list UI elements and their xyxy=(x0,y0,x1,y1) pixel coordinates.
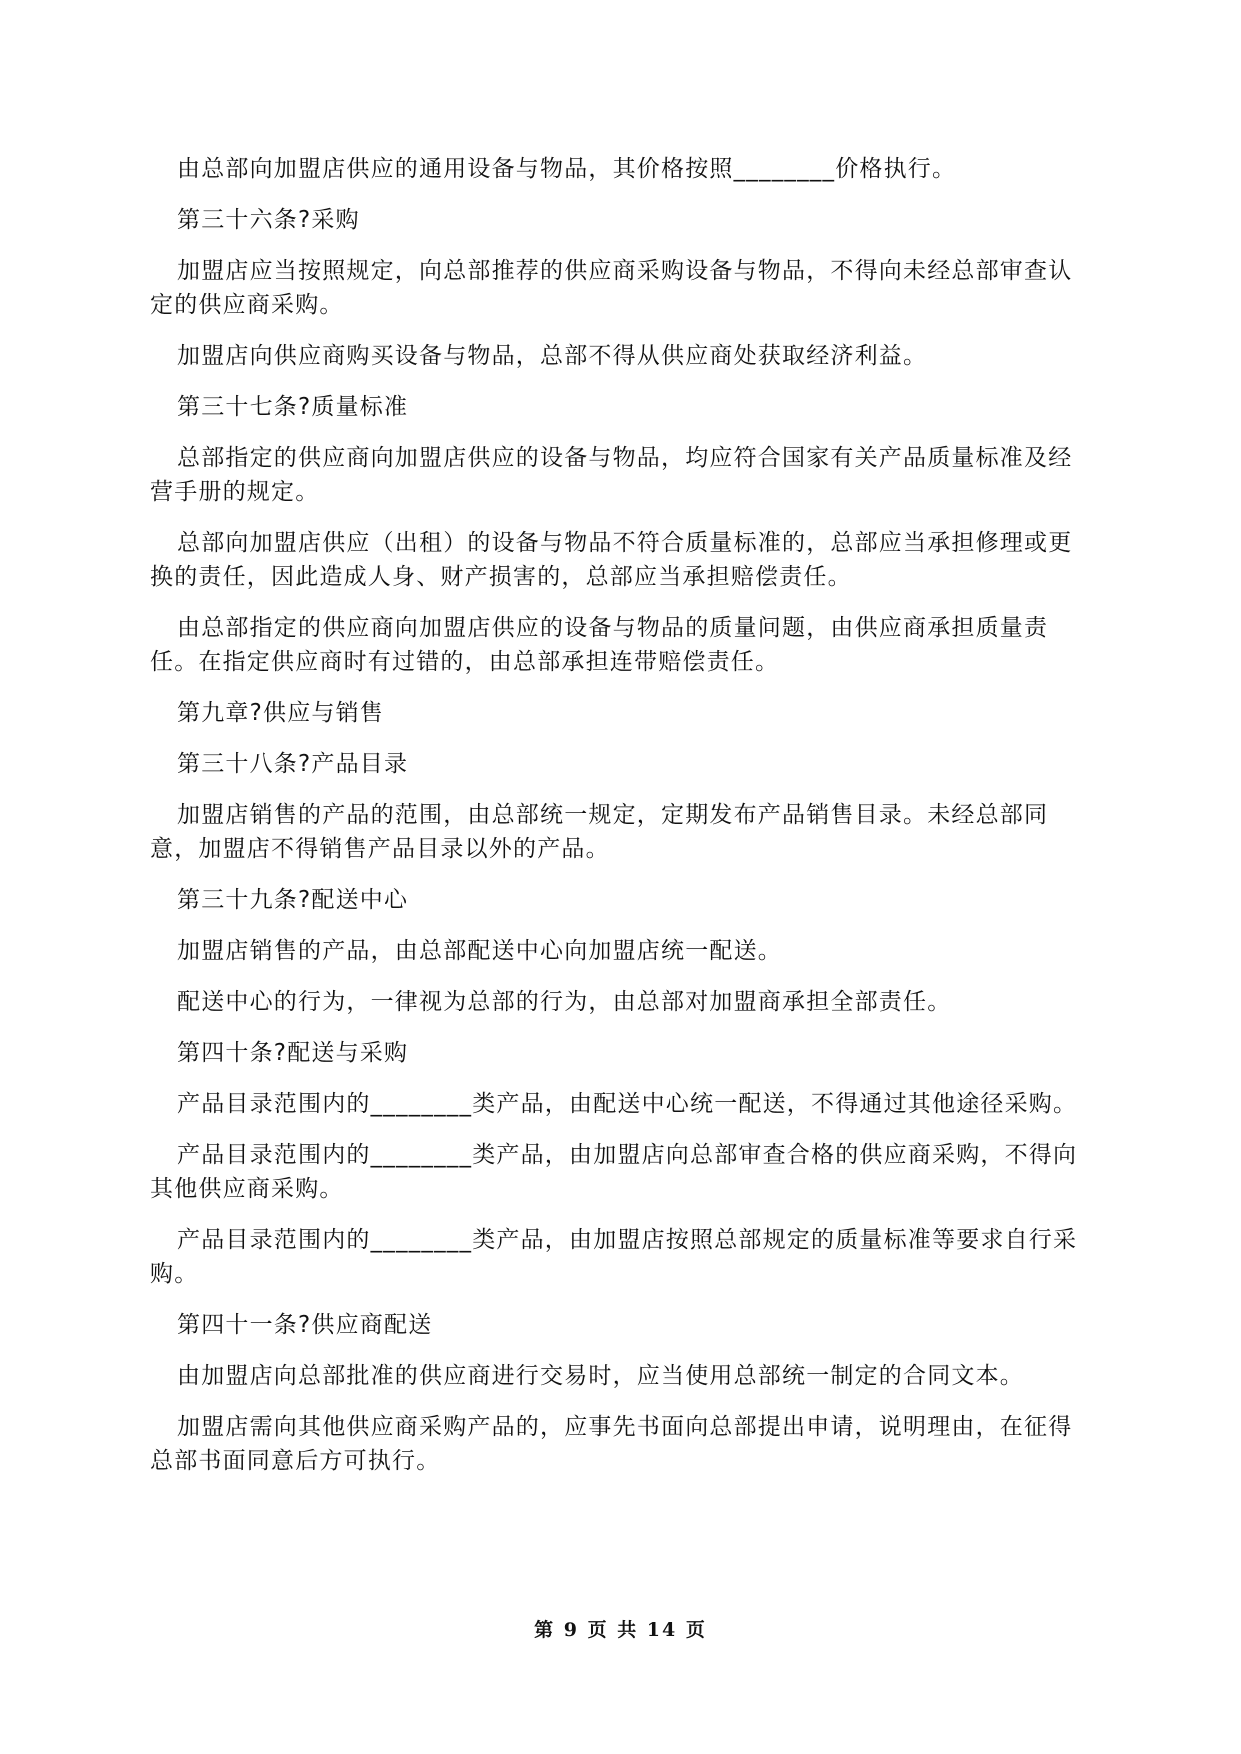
paragraph: 加盟店需向其他供应商采购产品的，应事先书面向总部提出申请，说明理由，在征得总部书面同意后方可执行。 xyxy=(150,1414,1073,1474)
document-body xyxy=(150,152,1090,1495)
paragraph: 产品目录范围内的________类产品，由配送中心统一配送，不得通过其他途径采购。 xyxy=(177,1091,1078,1117)
paragraph: 总部指定的供应商向加盟店供应的设备与物品，均应符合国家有关产品质量标准及经营手册的规定。 xyxy=(150,445,1073,505)
article-heading: 第四十条?配送与采购 xyxy=(177,1040,409,1066)
paragraph: 产品目录范围内的________类产品，由加盟店按照总部规定的质量标准等要求自行采购。 xyxy=(150,1227,1078,1287)
paragraph: 加盟店向供应商购买设备与物品，总部不得从供应商处获取经济利益。 xyxy=(177,343,928,369)
paragraph: 由总部指定的供应商向加盟店供应的设备与物品的质量问题，由供应商承担质量责任。在指定供应商时有过错的，由总部承担连带赔偿责任。 xyxy=(150,615,1049,675)
article-heading: 第三十八条?产品目录 xyxy=(177,751,409,777)
page-number-footer: 第 9 页 共 14 页 xyxy=(534,1619,707,1641)
paragraph: 加盟店应当按照规定，向总部推荐的供应商采购设备与物品，不得向未经总部审查认定的供应商采购。 xyxy=(150,258,1073,318)
paragraph: 配送中心的行为，一律视为总部的行为，由总部对加盟商承担全部责任。 xyxy=(177,989,952,1015)
paragraph: 总部向加盟店供应（出租）的设备与物品不符合质量标准的，总部应当承担修理或更换的责任，因此造成人身、财产损害的，总部应当承担赔偿责任。 xyxy=(150,530,1073,590)
article-heading: 第三十九条?配送中心 xyxy=(177,887,409,913)
paragraph: 加盟店销售的产品，由总部配送中心向加盟店统一配送。 xyxy=(177,938,782,964)
article-heading: 第三十六条?采购 xyxy=(177,207,360,233)
chapter-heading: 第九章?供应与销售 xyxy=(177,700,385,726)
paragraph: 产品目录范围内的________类产品，由加盟店向总部审查合格的供应商采购，不得向其他供应商采购。 xyxy=(150,1142,1078,1202)
article-heading: 第三十七条?质量标准 xyxy=(177,394,409,420)
paragraph: 由总部向加盟店供应的通用设备与物品，其价格按照________价格执行。 xyxy=(177,156,957,182)
article-heading: 第四十一条?供应商配送 xyxy=(177,1312,433,1338)
paragraph: 加盟店销售的产品的范围，由总部统一规定，定期发布产品销售目录。未经总部同意，加盟店不得销售产品目录以外的产品。 xyxy=(150,802,1049,862)
paragraph: 由加盟店向总部批准的供应商进行交易时，应当使用总部统一制定的合同文本。 xyxy=(177,1363,1024,1389)
